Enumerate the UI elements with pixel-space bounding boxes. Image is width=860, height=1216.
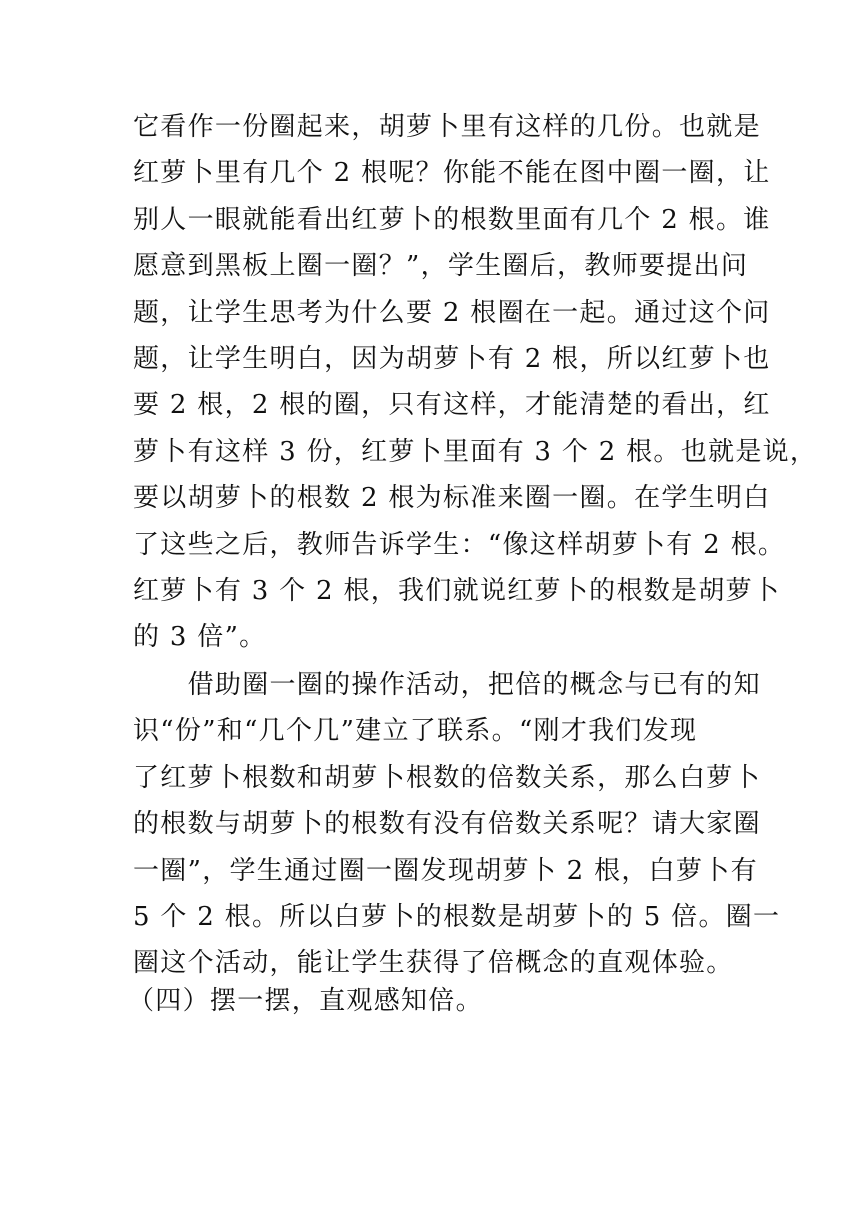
text-line: 了红萝卜根数和胡萝卜根数的倍数关系，那么白萝卜 xyxy=(133,762,761,793)
text-line: 一圈”，学生通过圈一圈发现胡萝卜 2 根，白萝卜有 xyxy=(133,855,758,886)
text-line: 别人一眼就能看出红萝卜的根数里面有几个 2 根。谁 xyxy=(133,204,771,235)
text-line: 5 个 2 根。所以白萝卜的根数是胡萝卜的 5 倍。圈一 xyxy=(133,901,781,932)
section-heading xyxy=(128,978,728,1024)
text-line: 萝卜有这样 3 份，红萝卜里面有 3 个 2 根。也就是说， xyxy=(133,436,818,467)
section-heading-text: （四）摆一摆，直观感知倍。 xyxy=(128,986,483,1016)
text-line: 要以胡萝卜的根数 2 根为标准来圈一圈。在学生明白 xyxy=(133,483,771,514)
text-line: 的根数与胡萝卜的根数有没有倍数关系呢？请大家圈 xyxy=(133,809,761,840)
text-line: 愿意到黑板上圈一圈？”，学生圈后，教师要提出问 xyxy=(133,251,749,282)
text-line: 它看作一份圈起来，胡萝卜里有这样的几份。也就是 xyxy=(133,112,761,142)
text-line: 借助圈一圈的操作活动，把倍的概念与已有的知 xyxy=(133,670,761,700)
text-line: 红萝卜有 3 个 2 根，我们就说红萝卜的根数是胡萝卜 xyxy=(133,575,781,606)
text-line: 了这些之后，教师告诉学生：“像这样胡萝卜有 2 根。 xyxy=(133,529,786,560)
text-line: 要 2 根，2 根的圈，只有这样，才能清楚的看出，红 xyxy=(133,390,771,421)
paragraph-circle-activity xyxy=(133,662,781,987)
text-line: 的 3 倍”。 xyxy=(133,622,267,653)
text-line: 题，让学生明白，因为胡萝卜有 2 根，所以红萝卜也 xyxy=(133,343,771,374)
text-line: 识“份”和“几个几”建立了联系。“刚才我们发现 xyxy=(133,716,698,747)
text-line: 题，让学生思考为什么要 2 根圈在一起。通过这个问 xyxy=(133,297,771,328)
paragraph-circle-explanation xyxy=(133,104,818,661)
text-line: 红萝卜里有几个 2 根呢？你能不能在图中圈一圈，让 xyxy=(133,158,771,189)
text-line: 圈这个活动，能让学生获得了倍概念的直观体验。 xyxy=(133,948,734,979)
